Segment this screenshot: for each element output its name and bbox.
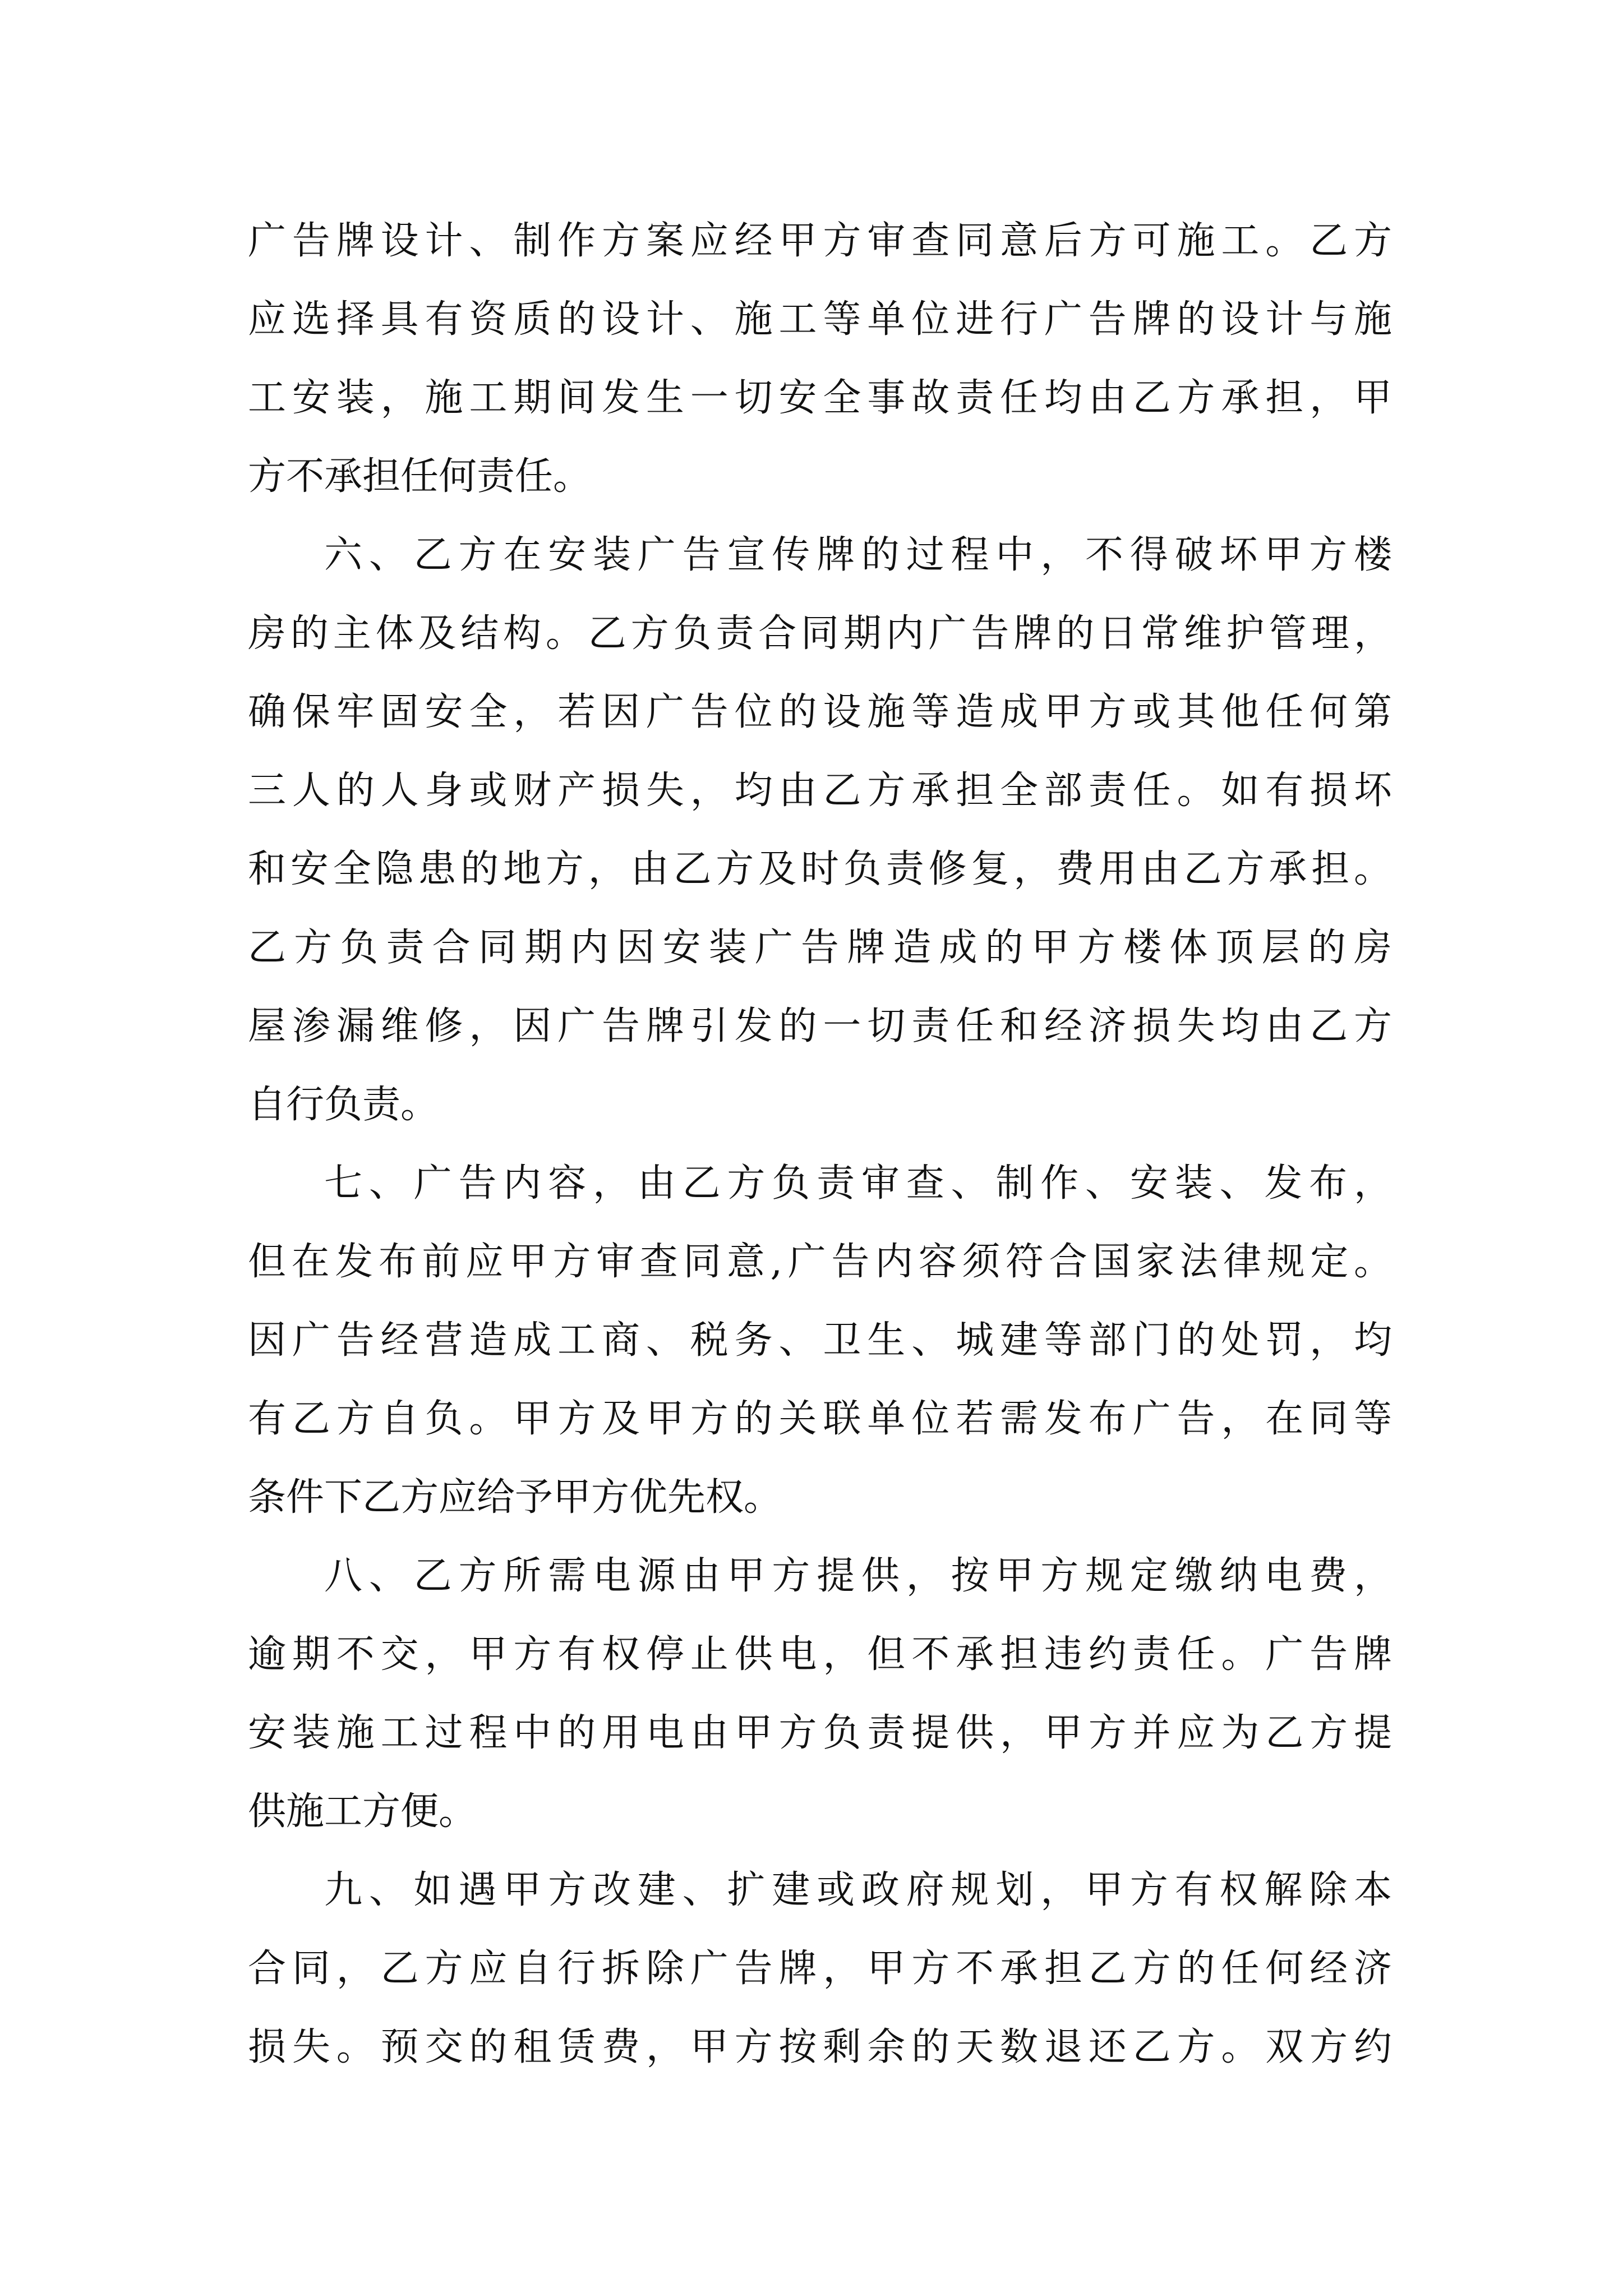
text-line: 逾期不交，甲方有权停止供电，但不承担违约责任。广告牌 <box>248 1632 1392 1677</box>
text-line: 和安全隐患的地方，由乙方及时负责修复，费用由乙方承担。 <box>248 847 1392 891</box>
text-line: 方不承担任何责任。 <box>248 454 592 499</box>
clause-six-start: 六、乙方在安装广告宣传牌的过程中，不得破坏甲方楼 <box>324 533 1392 577</box>
text-line: 确保牢固安全，若因广告位的设施等造成甲方或其他任何第 <box>248 690 1392 734</box>
clause-seven-start: 七、广告内容，由乙方负责审查、制作、安装、发布， <box>324 1161 1392 1205</box>
text-line: 房的主体及结构。乙方负责合同期内广告牌的日常维护管理， <box>248 611 1392 656</box>
text-line: 广告牌设计、制作方案应经甲方审查同意后方可施工。乙方 <box>248 219 1392 263</box>
text-line: 应选择具有资质的设计、施工等单位进行广告牌的设计与施 <box>248 297 1392 342</box>
text-line: 合同，乙方应自行拆除广告牌，甲方不承担乙方的任何经济 <box>248 1947 1392 1991</box>
text-line: 但在发布前应甲方审查同意,广告内容须符合国家法律规定。 <box>248 1240 1392 1284</box>
text-line: 供施工方便。 <box>248 1789 477 1834</box>
text-line: 安装施工过程中的用电由甲方负责提供，甲方并应为乙方提 <box>248 1711 1392 1755</box>
clause-eight-start: 八、乙方所需电源由甲方提供，按甲方规定缴纳电费， <box>324 1554 1392 1598</box>
text-line: 有乙方自负。甲方及甲方的关联单位若需发布广告，在同等 <box>248 1397 1392 1441</box>
text-line: 屋渗漏维修，因广告牌引发的一切责任和经济损失均由乙方 <box>248 1004 1392 1048</box>
text-line: 三人的人身或财产损失，均由乙方承担全部责任。如有损坏 <box>248 769 1392 813</box>
text-line: 损失。预交的租赁费，甲方按剩余的天数退还乙方。双方约 <box>248 2025 1392 2069</box>
text-line: 自行负责。 <box>248 1083 439 1127</box>
text-line: 工安装，施工期间发生一切安全事故责任均由乙方承担，甲 <box>248 376 1392 420</box>
clause-nine-start: 九、如遇甲方改建、扩建或政府规划，甲方有权解除本 <box>324 1868 1392 1912</box>
text-line: 因广告经营造成工商、税务、卫生、城建等部门的处罚，均 <box>248 1318 1392 1363</box>
contract-body-text <box>248 202 1392 2087</box>
text-line: 条件下乙方应给予甲方优先权。 <box>248 1475 782 1520</box>
text-line: 乙方负责合同期内因安装广告牌造成的甲方楼体顶层的房 <box>248 926 1392 970</box>
